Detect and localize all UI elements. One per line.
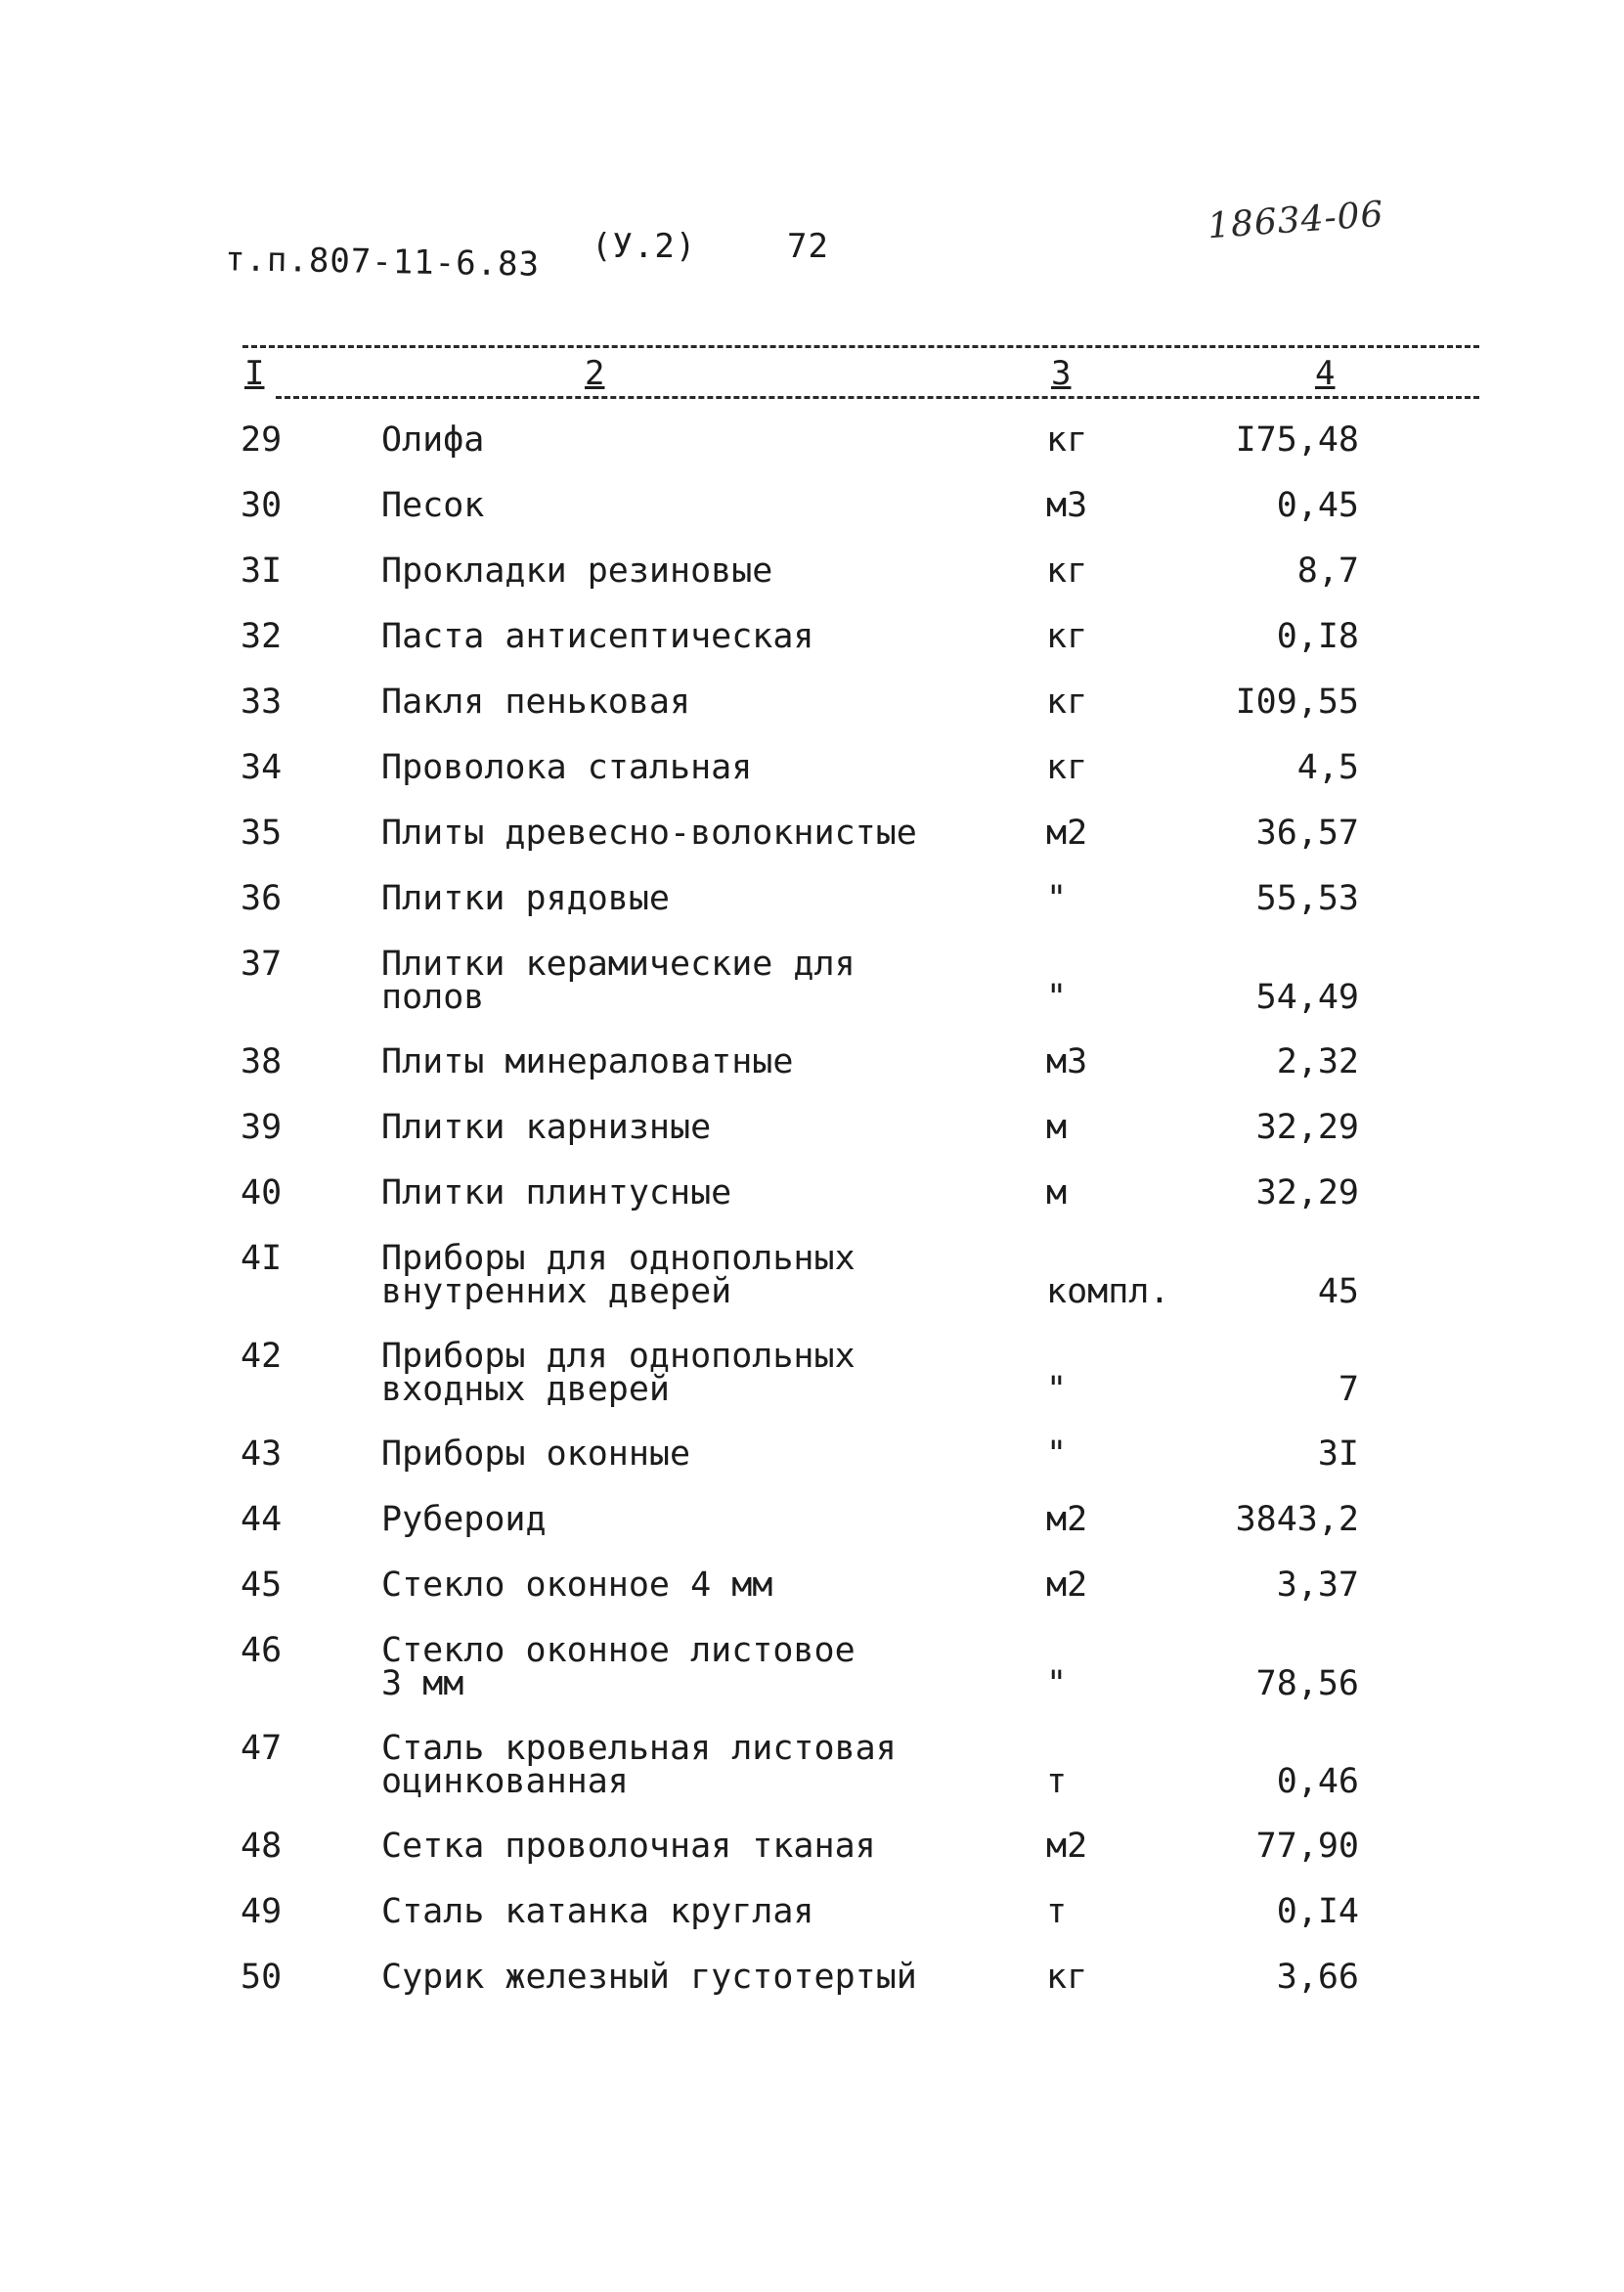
row-number: 4I [241, 1239, 283, 1278]
quantity: 8,7 [1296, 551, 1359, 591]
row-number: 3I [241, 551, 283, 591]
row-number: 44 [241, 1500, 283, 1539]
table-header-top-rule [242, 345, 1479, 348]
material-name: Стекло оконное 4 мм [381, 1565, 773, 1605]
row-number: 40 [241, 1173, 283, 1212]
document-code: т.п.807-11-6.83 [224, 240, 541, 285]
unit: м3 [1046, 1042, 1088, 1081]
material-name: Сталь кровельная листовая оцинкованная [381, 1729, 897, 1801]
material-name: Плиты минераловатные [381, 1042, 794, 1081]
quantity: I75,48 [1235, 420, 1359, 460]
unit: " [1046, 879, 1068, 918]
row-number: 29 [241, 420, 283, 460]
row-number: 33 [241, 683, 283, 722]
row-number: 37 [241, 945, 283, 984]
quantity: 0,46 [1276, 1762, 1359, 1801]
material-name: Паста антисептическая [381, 617, 814, 656]
row-number: 42 [241, 1337, 283, 1376]
quantity: 78,56 [1255, 1664, 1359, 1703]
quantity: I09,55 [1235, 683, 1359, 722]
row-number: 34 [241, 748, 283, 787]
unit: м [1046, 1108, 1068, 1147]
material-name: Приборы для однопольных внутренних дверей [381, 1239, 856, 1311]
quantity: 0,45 [1276, 486, 1359, 525]
quantity: 3,37 [1276, 1565, 1359, 1605]
quantity: 36,57 [1255, 814, 1359, 853]
row-number: 32 [241, 617, 283, 656]
quantity: 4,5 [1296, 748, 1359, 787]
quantity: 77,90 [1255, 1827, 1359, 1866]
variant-label: (У.2) [592, 227, 697, 266]
row-number: 50 [241, 1958, 283, 1997]
quantity: 3I [1317, 1434, 1359, 1474]
column-header-number: I [244, 354, 265, 393]
material-name: Плитки рядовые [381, 879, 671, 918]
unit: кг [1046, 420, 1088, 460]
material-name: Олифа [381, 420, 485, 460]
unit: т [1046, 1762, 1068, 1801]
row-number: 49 [241, 1892, 283, 1931]
material-name: Плитки керамические для полов [381, 945, 856, 1017]
material-name: Пакля пеньковая [381, 683, 691, 722]
material-name: Стекло оконное листовое 3 мм [381, 1631, 856, 1703]
unit: м2 [1046, 814, 1088, 853]
quantity: 45 [1317, 1272, 1359, 1311]
unit: " [1046, 1664, 1068, 1703]
material-name: Приборы для однопольных входных дверей [381, 1337, 856, 1409]
material-name: Проволока стальная [381, 748, 753, 787]
material-name: Сталь катанка круглая [381, 1892, 814, 1931]
unit: кг [1046, 1958, 1088, 1997]
column-header-unit: 3 [1051, 354, 1072, 393]
row-number: 38 [241, 1042, 283, 1081]
unit: м2 [1046, 1500, 1088, 1539]
material-name: Плитки карнизные [381, 1108, 712, 1147]
row-number: 47 [241, 1729, 283, 1768]
material-name: Плиты древесно-волокнистые [381, 814, 917, 853]
unit: кг [1046, 748, 1088, 787]
row-number: 46 [241, 1631, 283, 1670]
quantity: 32,29 [1255, 1173, 1359, 1212]
row-number: 36 [241, 879, 283, 918]
quantity: 0,I8 [1276, 617, 1359, 656]
unit: м3 [1046, 486, 1088, 525]
row-number: 35 [241, 814, 283, 853]
unit: кг [1046, 551, 1088, 591]
material-name: Песок [381, 486, 485, 525]
unit: м2 [1046, 1827, 1088, 1866]
row-number: 30 [241, 486, 283, 525]
column-header-quantity: 4 [1315, 354, 1336, 393]
row-number: 48 [241, 1827, 283, 1866]
material-name: Рубероид [381, 1500, 547, 1539]
unit: " [1046, 1434, 1068, 1474]
row-number: 39 [241, 1108, 283, 1147]
quantity: 55,53 [1255, 879, 1359, 918]
quantity: 54,49 [1255, 978, 1359, 1017]
row-number: 45 [241, 1565, 283, 1605]
unit: м [1046, 1173, 1068, 1212]
unit: м2 [1046, 1565, 1088, 1605]
unit: кг [1046, 617, 1088, 656]
page-number: 72 [787, 227, 829, 266]
quantity: 7 [1338, 1370, 1359, 1409]
material-name: Прокладки резиновые [381, 551, 773, 591]
material-name: Плитки плинтусные [381, 1173, 732, 1212]
unit: т [1046, 1892, 1068, 1931]
quantity: 3,66 [1276, 1958, 1359, 1997]
unit: " [1046, 1370, 1068, 1409]
material-name: Сурик железный густотертый [381, 1958, 917, 1997]
column-header-name: 2 [585, 354, 605, 393]
material-name: Сетка проволочная тканая [381, 1827, 876, 1866]
unit: компл. [1046, 1272, 1170, 1311]
unit: кг [1046, 683, 1088, 722]
quantity: 2,32 [1276, 1042, 1359, 1081]
quantity: 0,I4 [1276, 1892, 1359, 1931]
quantity: 32,29 [1255, 1108, 1359, 1147]
registration-number: 18634-06 [1206, 194, 1385, 247]
unit: " [1046, 978, 1068, 1017]
material-name: Приборы оконные [381, 1434, 691, 1474]
row-number: 43 [241, 1434, 283, 1474]
quantity: 3843,2 [1235, 1500, 1359, 1539]
table-header-bottom-rule [276, 396, 1479, 399]
